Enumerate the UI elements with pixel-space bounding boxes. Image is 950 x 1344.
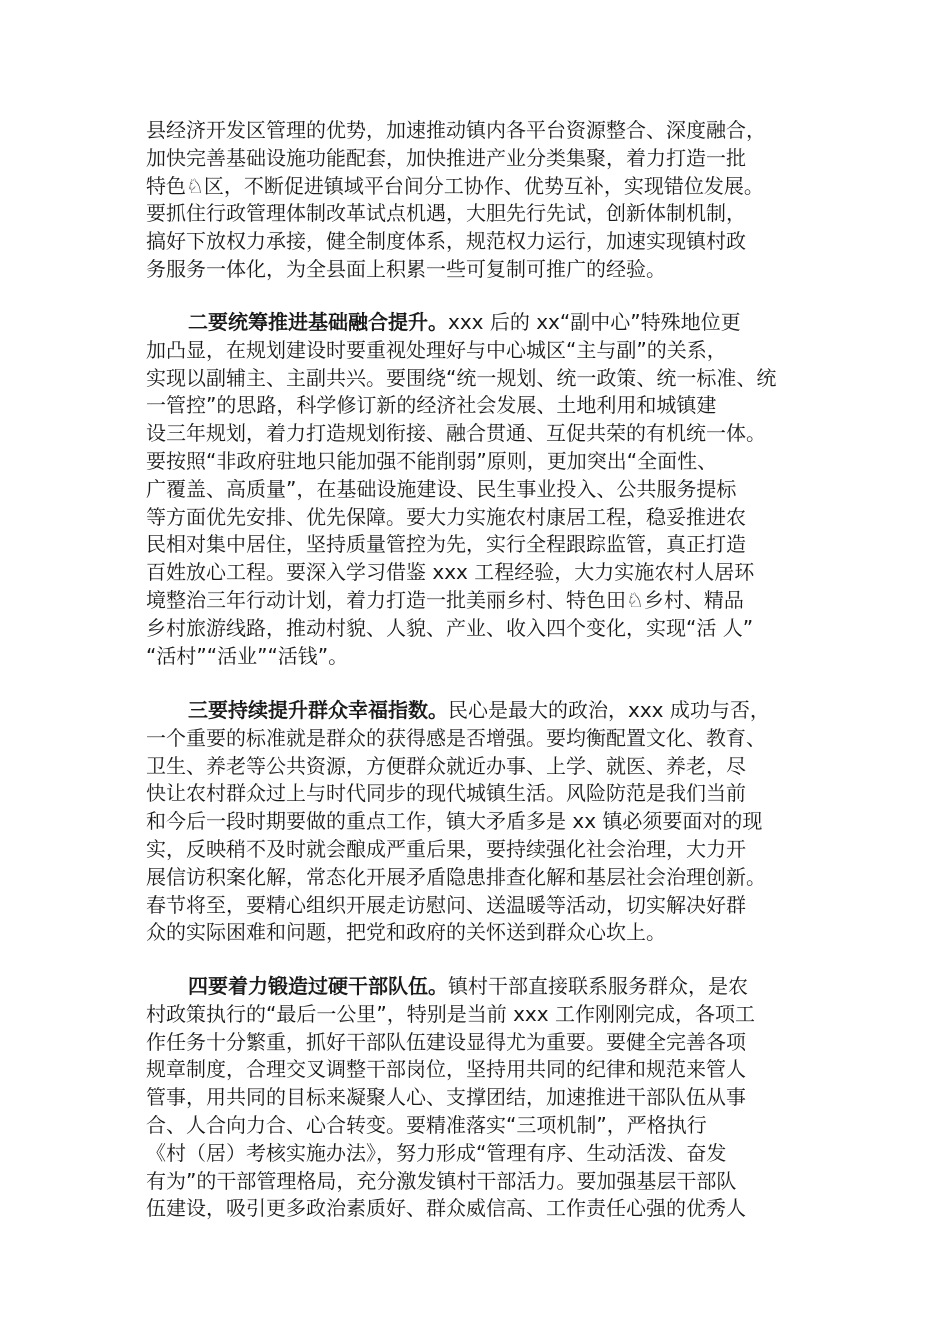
- text-line: 乡村旅游线路，推动村貌、人貌、产业、收入四个变化，实现“活 人”: [146, 615, 754, 640]
- text-line: 务服务一体化，为全县面上积累一些可复制可推广的经验。: [146, 256, 666, 281]
- paragraph-4: [146, 973, 836, 1223]
- text-line: 众的实际困难和问题，把党和政府的关怀送到群众心坎上。: [146, 920, 666, 945]
- paragraph-3: [146, 697, 836, 947]
- text-line: 设三年规划，着力打造规划衔接、融合贯通、互促共荣的有机统一体。: [146, 421, 766, 446]
- text-line: 作任务十分繁重，抓好干部队伍建设显得尤为重要。要健全完善各项: [146, 1029, 746, 1054]
- text-line: 伍建设，吸引更多政治素质好、群众威信高、工作责任心强的优秀人: [146, 1196, 746, 1221]
- text-line: 广覆盖、高质量”，在基础设施建设、民生事业投入、公共服务提标: [146, 476, 737, 501]
- text-line: 搞好下放权力承接，健全制度体系，规范权力运行，加速实现镇村政: [146, 229, 746, 254]
- text-line: 等方面优先安排、优先保障。要大力实施农村康居工程，稳妥推进农: [146, 504, 746, 529]
- text-line: 特色♘区，不断促进镇域平台间分工协作、优势互补，实现错位发展。: [146, 173, 764, 198]
- paragraph-heading: 四要着力锻造过硬干部队伍。: [188, 974, 448, 998]
- text-line: 村政策执行的“最后一公里”，特别是当前 xxx 工作刚刚完成，各项工: [146, 1001, 755, 1026]
- text-line: 实现以副辅主、主副共兴。要围绕“统一规划、统一政策、统一标准、统: [146, 365, 777, 390]
- text-line: 一个重要的标准就是群众的获得感是否增强。要均衡配置文化、教育、: [146, 725, 766, 750]
- text-line: 要抓住行政管理体制改革试点机遇，大胆先行先试，创新体制机制，: [146, 201, 746, 226]
- text-line: 百姓放心工程。要深入学习借鉴 xxx 工程经验，大力实施农村人居环: [146, 560, 755, 585]
- first-line: [146, 697, 836, 725]
- first-line: [146, 973, 836, 1001]
- paragraph-heading: 三要持续提升群众幸福指数。: [188, 698, 448, 722]
- text-line: 展信访积案化解，常态化开展矛盾隐患排查化解和基层社会治理创新。: [146, 864, 766, 889]
- text-line: 镇村干部直接联系服务群众，是农: [448, 974, 748, 998]
- text-line: 加快完善基础设施功能配套，加快推进产业分类集聚，着力打造一批: [146, 145, 746, 170]
- text-line: 要按照“非政府驻地只能加强不能削弱”原则，更加突出“全面性、: [146, 448, 718, 473]
- text-line: 快让农村群众过上与时代同步的现代城镇生活。风险防范是我们当前: [146, 781, 746, 806]
- text-line: 合、人合向力合、心合转变。要精准落实“三项机制”，严格执行: [146, 1112, 707, 1137]
- text-line: 有为”的干部管理格局，充分激发镇村干部活力。要加强基层干部队: [146, 1168, 737, 1193]
- first-line: [146, 309, 836, 337]
- text-line: 民相对集中居住，坚持质量管控为先，实行全程跟踪监管，真正打造: [146, 532, 746, 557]
- paragraph-2: [146, 309, 836, 670]
- text-line: 和今后一段时期要做的重点工作，镇大矛盾多是 xx 镇必须要面对的现: [146, 809, 763, 834]
- text-line: 规章制度，合理交叉调整干部岗位，坚持用共同的纪律和规范来管人: [146, 1057, 746, 1082]
- text-line: 卫生、养老等公共资源，方便群众就近办事、上学、就医、养老，尽: [146, 753, 746, 778]
- text-line: 境整治三年行动计划，着力打造一批美丽乡村、特色田♘乡村、精品: [146, 587, 744, 612]
- text-line: 《村（居）考核实施办法》，努力形成“管理有序、生动活泼、奋发: [146, 1140, 727, 1165]
- text-line: 一管控”的思路，科学修订新的经济社会发展、土地利用和城镇建: [146, 393, 717, 418]
- text-line: 县经济开发区管理的优势，加速推动镇内各平台资源整合、深度融合，: [146, 118, 766, 142]
- text-line: 管事，用共同的目标来凝聚人心、支撑团结，加速推进干部队伍从事: [146, 1085, 746, 1110]
- text-line: 实，反映稍不及时就会酿成严重后果，要持续强化社会治理，大力开: [146, 836, 746, 861]
- text-line: 民心是最大的政治，xxx 成功与否，: [448, 698, 770, 722]
- text-line: 春节将至，要精心组织开展走访慰问、送温暖等活动，切实解决好群: [146, 892, 746, 917]
- text-line: “活村”“活业”“活钱”。: [146, 643, 349, 668]
- text-line: 加凸显，在规划建设时要重视处理好与中心城区“主与副”的关系，: [146, 337, 727, 362]
- paragraph-1: [146, 117, 836, 284]
- paragraph-heading: 二要统筹推进基础融合提升。: [188, 310, 448, 334]
- text-line: xxx 后的 xx“副中心”特殊地位更: [448, 310, 741, 334]
